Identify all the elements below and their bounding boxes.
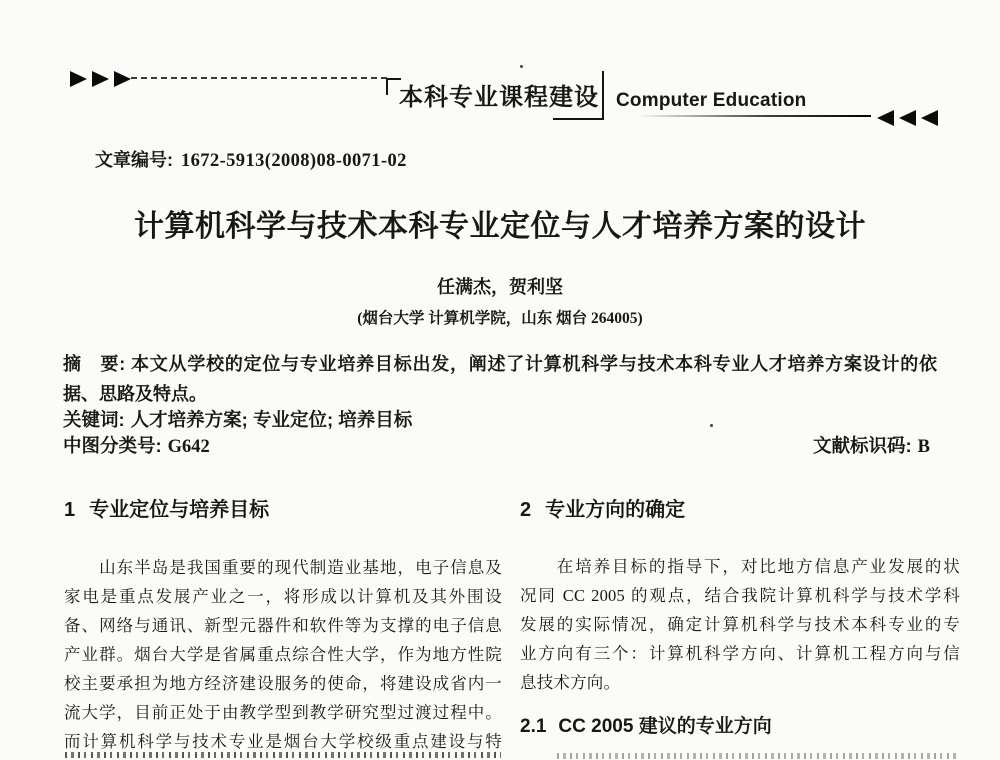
article-number: [95, 146, 407, 172]
text-line: 流大学，目前正处于由教学型到教学研究型过渡过程中。: [64, 703, 502, 722]
triangle-icon: [921, 110, 938, 126]
doc-code-value: B: [917, 437, 930, 457]
clc-number: [63, 432, 210, 458]
section-2-body: [520, 552, 960, 697]
clipped-text-line: [557, 753, 957, 759]
section-1-heading: [64, 498, 502, 522]
text-line: 备、网络与通讯、新型元器件和软件等为支撑的电子信息: [64, 616, 502, 635]
paper-title: 计算机科学与技术本科专业定位与人才培养方案的设计: [134, 210, 866, 243]
article-number-label: 文章编号:: [95, 150, 173, 170]
section-2-heading: [520, 498, 960, 522]
clc-label: 中图分类号:: [63, 435, 162, 456]
abstract: [63, 349, 937, 409]
header-rule-right: [641, 115, 871, 117]
triangle-icon: [92, 71, 109, 87]
subsection-heading-number: 2.1: [520, 716, 547, 737]
keywords-text: 人才培养方案; 专业定位; 培养目标: [130, 409, 413, 430]
header-bracket-underline: [553, 118, 602, 120]
affiliation: (烟台大学 计算机学院，山东 烟台 264005): [357, 310, 643, 327]
text-line: 山东半岛是我国重要的现代制造业基地，电子信息及: [64, 558, 502, 577]
section-heading-number: 1: [64, 499, 76, 521]
back-arrows-icon: [872, 110, 938, 126]
text-line: 发展的实际情况，确定计算机科学与技术本科专业的专: [520, 615, 960, 634]
section-heading-text: 专业定位与培养目标: [89, 499, 270, 521]
ink-speck: [710, 424, 713, 427]
triangle-icon: [877, 110, 894, 126]
section-heading-text: 专业方向的确定: [545, 499, 686, 521]
keywords-label: 关键词:: [63, 409, 125, 430]
clc-value: G642: [167, 437, 210, 457]
text-line: 产业群。烟台大学是省属重点综合性大学，作为地方性院: [64, 645, 502, 664]
keywords: [63, 406, 412, 432]
doc-code: [813, 432, 930, 458]
text-line: 摘 要: 本文从学校的定位与专业培养目标出发，阐述了计算机科学与技术本科专业人才培养方案设计的依: [63, 354, 937, 374]
article-number-value: 1672-5913(2008)08-0071-02: [181, 151, 407, 171]
text-line: 在培养目标的指导下，对比地方信息产业发展的状: [520, 557, 960, 576]
text-line: 业方向有三个：计算机科学方向、计算机工程方向与信: [520, 644, 960, 663]
section-1-body: [64, 553, 502, 756]
text-line: 家电是重点发展产业之一，将形成以计算机及其外围设: [64, 587, 502, 606]
forward-arrows-icon: [70, 71, 136, 87]
triangle-icon: [899, 110, 916, 126]
ink-speck: [520, 65, 523, 68]
section-heading-number: 2: [520, 499, 532, 521]
clipped-text-line: [65, 752, 501, 758]
text-line: 息技术方向。: [520, 673, 621, 692]
column-title-cn: 本科专业课程建设: [399, 84, 599, 111]
classification-row: [63, 432, 930, 458]
text-line: 况同 CC 2005 的观点，结合我院计算机科学与技术学科: [520, 586, 960, 605]
triangle-icon: [114, 71, 131, 87]
section-2: [520, 496, 960, 738]
section-1: [64, 496, 502, 756]
doc-code-label: 文献标识码:: [812, 435, 912, 456]
subsection-heading-text: CC 2005 建议的专业方向: [558, 716, 772, 737]
header-bracket-right: [602, 71, 604, 120]
text-line: 据、思路及特点。: [63, 384, 207, 404]
header-dashed-rule: [131, 77, 387, 79]
text-line: 校主要承担为地方经济建设服务的使命，将建设成省内一: [64, 674, 502, 693]
authors: 任满杰，贺利坚: [437, 277, 563, 297]
column-title-en: Computer Education: [616, 90, 807, 111]
subsection-2-1-heading: [520, 716, 960, 738]
triangle-icon: [70, 71, 87, 87]
text-line: 而计算机科学与技术专业是烟台大学校级重点建设与特: [64, 732, 502, 751]
